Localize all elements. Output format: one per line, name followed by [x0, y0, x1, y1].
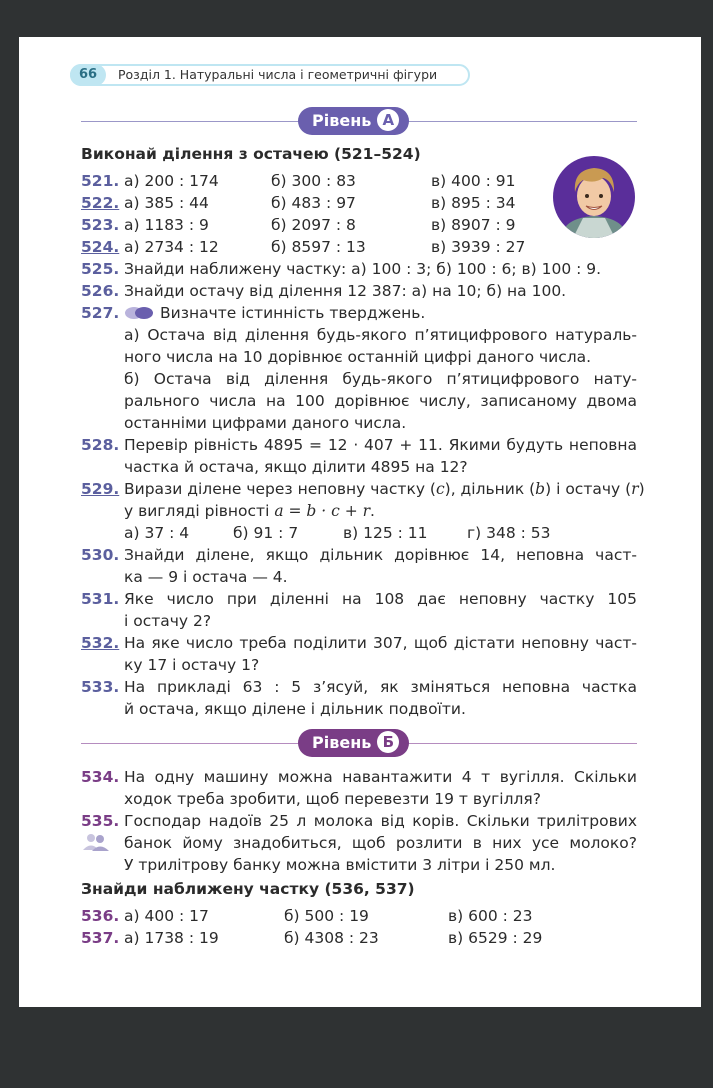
exercise-528: [81, 434, 637, 456]
part-b: б) 4308 : 23: [284, 929, 379, 947]
part-a: а) 1183 : 9: [124, 216, 209, 234]
part-c: в) 600 : 23: [448, 907, 533, 925]
exercise-text-line-1: На одну машину можна навантажити 4 т вугілля. Скільки: [124, 768, 637, 786]
part-a: а) 2734 : 12: [124, 238, 219, 256]
page-header: [70, 64, 470, 86]
exercise-text-line-2: ку 17 і остачу 1?: [124, 656, 260, 674]
statement-b-line-2: рального числа на 100 дорівнює числу, записаному двома: [124, 392, 637, 410]
exercise-533: [81, 676, 637, 698]
exercise-text-line-2: й остача, якщо ділене і дільник подвоїти.: [124, 700, 466, 718]
statement-a-line-1: а) Остача від ділення будь-якого п’ятицифрового натураль-: [124, 326, 637, 344]
exercise-text-line-2: ходок треба зробити, щоб перевезти 19 т вугілля?: [124, 790, 541, 808]
part-a: а) 400 : 17: [124, 907, 209, 925]
exercise-number: 528.: [81, 436, 120, 454]
exercise-text-line-2: ка — 9 і остача — 4.: [124, 568, 288, 586]
exercise-522: [81, 192, 637, 214]
exercise-number: 531.: [81, 590, 120, 608]
part-c: в) 8907 : 9: [431, 216, 516, 234]
part-b: б) 91 : 7: [233, 524, 299, 542]
level-a-label: Рівень: [312, 111, 372, 130]
exercise-535: [81, 810, 637, 832]
exercise-text-line-1: Вирази ділене через неповну частку (c), дільник (b) і остачу (r): [124, 480, 645, 498]
exercise-537: [81, 927, 637, 949]
exercise-text-line-2: у вигляді рівності a = b · c + r.: [124, 502, 375, 520]
exercise-text-line-3: У трилітрову банку можна вмістити 3 літри і 250 мл.: [124, 856, 556, 874]
exercise-number: 524.: [81, 238, 120, 256]
part-b: б) 8597 : 13: [271, 238, 366, 256]
discussion-icon: [124, 306, 154, 320]
exercise-number: 529.: [81, 480, 120, 498]
exercise-531: [81, 588, 637, 610]
section-heading-536-537: Знайди наближену частку (536, 537): [81, 880, 415, 898]
part-c: в) 3939 : 27: [431, 238, 526, 256]
exercise-525: [81, 258, 637, 280]
exercise-text: Знайди наближену частку: а) 100 : 3; б) 100 : 6; в) 100 : 9.: [124, 260, 602, 278]
exercise-number: 521.: [81, 172, 120, 190]
exercise-text-line-1: Господар надоїв 25 л молока від корів. Скільки трилітрових: [124, 812, 637, 830]
level-a-badge: А: [377, 109, 399, 131]
exercise-536: [81, 905, 637, 927]
part-a: а) 385 : 44: [124, 194, 209, 212]
statement-b-line-3: останніми цифрами даного числа.: [124, 414, 407, 432]
exercise-text-line-2: банок йому знадобиться, щоб розлити в них усе молоко?: [124, 834, 637, 852]
part-c: в) 125 : 11: [343, 524, 428, 542]
exercise-527: [81, 302, 637, 324]
exercise-number: 533.: [81, 678, 120, 696]
exercise-text-line-1: Знайди ділене, якщо дільник дорівнює 14, неповна част-: [124, 546, 637, 564]
level-b-label: Рівень: [312, 733, 372, 752]
exercise-number: 537.: [81, 929, 120, 947]
statement-a-line-2: ного числа на 10 дорівнює останній цифрі даного числа.: [124, 348, 592, 366]
exercise-529: [81, 478, 645, 500]
exercise-text-line-2: і остачу 2?: [124, 612, 212, 630]
exercise-534: [81, 766, 637, 788]
exercise-530: [81, 544, 637, 566]
chapter-title: Розділ 1. Натуральні числа і геометричні фігури: [118, 67, 438, 82]
page-number: 66: [70, 64, 106, 86]
exercise-532: [81, 632, 637, 654]
part-b: б) 500 : 19: [284, 907, 369, 925]
exercise-526: [81, 280, 637, 302]
exercise-number: 523.: [81, 216, 120, 234]
exercise-number: 532.: [81, 634, 120, 652]
part-b: б) 483 : 97: [271, 194, 356, 212]
exercise-number: 535.: [81, 812, 120, 830]
exercise-text-line-2: частка й остача, якщо ділити 4895 на 12?: [124, 458, 468, 476]
exercise-number: 525.: [81, 260, 120, 278]
exercise-number: 534.: [81, 768, 120, 786]
part-a: а) 1738 : 19: [124, 929, 219, 947]
part-c: в) 895 : 34: [431, 194, 516, 212]
textbook-page: [19, 37, 701, 1007]
exercise-text-line-1: На прикладі 63 : 5 з’ясуй, як зміняться неповна частка: [124, 678, 637, 696]
part-d: г) 348 : 53: [467, 524, 551, 542]
exercise-text: Знайди остачу від ділення 12 387: а) на 10; б) на 100.: [124, 282, 567, 300]
exercise-intro: Визначте істинність тверджень.: [160, 304, 426, 322]
exercise-number: 530.: [81, 546, 120, 564]
level-a-banner: [298, 107, 409, 135]
exercise-number: 526.: [81, 282, 120, 300]
exercise-524: [81, 236, 637, 258]
exercise-number: 536.: [81, 907, 120, 925]
exercise-number: 522.: [81, 194, 120, 212]
part-c: в) 400 : 91: [431, 172, 516, 190]
level-b-banner: [298, 729, 409, 757]
exercise-text-line-1: Перевір рівність 4895 = 12 · 407 + 11. Якими будуть неповна: [124, 436, 637, 454]
part-c: в) 6529 : 29: [448, 929, 543, 947]
part-a: а) 200 : 174: [124, 172, 219, 190]
statement-b-line-1: б) Остача від ділення будь-якого п’ятицифрового нату-: [124, 370, 637, 388]
exercise-text-line-1: Яке число при діленні на 108 дає неповну частку 105: [124, 590, 637, 608]
exercise-number: 527.: [81, 304, 120, 322]
exercise-523: [81, 214, 637, 236]
part-b: б) 300 : 83: [271, 172, 356, 190]
part-b: б) 2097 : 8: [271, 216, 356, 234]
section-heading-521-524: Виконай ділення з остачею (521–524): [81, 145, 421, 163]
part-a: а) 37 : 4: [124, 524, 190, 542]
level-b-badge: Б: [377, 731, 399, 753]
exercise-text-line-1: На яке число треба поділити 307, щоб дістати неповну част-: [124, 634, 637, 652]
exercise-521: [81, 170, 637, 192]
formula: a = b · c + r: [274, 502, 371, 520]
